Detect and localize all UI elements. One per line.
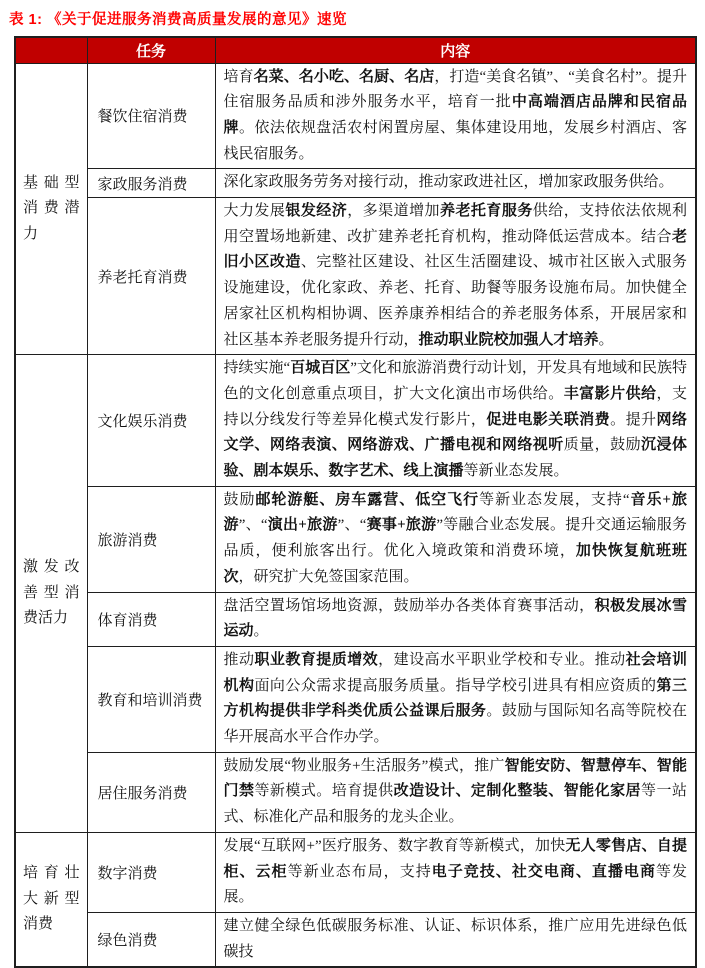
table-row-eldercare-childcare <box>15 198 696 355</box>
content-cell: 盘活空置场馆场地资源，鼓励举办各类体育赛事活动，积极发展冰雪运动。 <box>215 592 696 646</box>
group-cell-improvement-consumption: 激发改善型消费活力 <box>15 355 87 833</box>
table-row-education-training <box>15 646 696 752</box>
content-cell: 大力发展银发经济，多渠道增加养老托育服务供给，支持依法依规利用空置场地新建、改扩建养老托育机构，推动降低运营成本。结合老旧小区改造、完整社区建设、社区生活圈建设、城市社区嵌入式服务设施建设，优化家政、养老、托育、助餐等服务设施布局。加快健全居家社区机构相协调、医养康养相结合的养老服务体系，开展居家和社区基本养老服务提升行动，推动职业院校加强人才培养。 <box>215 198 696 355</box>
task-cell: 教育和培训消费 <box>87 646 215 752</box>
content-cell: 持续实施“百城百区”文化和旅游消费行动计划，开发具有地域和民族特色的文化创意重点项目，扩大文化演出市场供给。丰富影片供给，支持以分线发行等差异化模式发行影片，促进电影关联消费。提升网络文学、网络表演、网络游戏、广播电视和网络视听质量，鼓励沉浸体验、剧本娱乐、数字艺术、线上演播等新业态发展。 <box>215 355 696 487</box>
policy-overview-table <box>14 36 697 968</box>
content-cell: 深化家政服务劳务对接行动，推动家政进社区，增加家政服务供给。 <box>215 169 696 198</box>
table-row-catering-lodging <box>15 63 696 169</box>
table-row-green-consumption <box>15 913 696 968</box>
content-cell: 发展“互联网+”医疗服务、数字教育等新模式，加快无人零售店、自提柜、云柜等新业态布局，支持电子竞技、社交电商、直播电商等发展。 <box>215 832 696 912</box>
group-cell-basic-consumption: 基础型消费潜力 <box>15 63 87 355</box>
content-cell: 培育名菜、名小吃、名厨、名店，打造“美食名镇”、“美食名村”。提升住宿服务品质和涉外服务水平，培育一批中高端酒店品牌和民宿品牌。依法依规盘活农村闲置房屋、集体建设用地，发展乡村酒店、客栈民宿服务。 <box>215 63 696 169</box>
header-group-cell <box>15 37 87 63</box>
table-row-sports <box>15 592 696 646</box>
table-row-tourism <box>15 486 696 592</box>
content-cell: 推动职业教育提质增效，建设高水平职业学校和专业。推动社会培训机构面向公众需求提高服务质量。指导学校引进具有相应资质的第三方机构提供非学科类优质公益课后服务。鼓励与国际知名高等院校在华开展高水平合作办学。 <box>215 646 696 752</box>
task-cell: 绿色消费 <box>87 913 215 968</box>
content-cell: 鼓励发展“物业服务+生活服务”模式，推广智能安防、智慧停车、智能门禁等新模式。培育提供改造设计、定制化整装、智能化家居等一站式、标准化产品和服务的龙头企业。 <box>215 752 696 832</box>
task-cell: 数字消费 <box>87 832 215 912</box>
table-row-culture-entertainment <box>15 355 696 487</box>
group-cell-new-consumption: 培育壮大新型消费 <box>15 832 87 967</box>
table-title: 表 1: 《关于促进服务消费高质量发展的意见》速览 <box>9 12 347 28</box>
table-row-digital-consumption <box>15 832 696 912</box>
task-cell: 文化娱乐消费 <box>87 355 215 487</box>
task-cell: 居住服务消费 <box>87 752 215 832</box>
task-cell: 旅游消费 <box>87 486 215 592</box>
task-cell: 养老托育消费 <box>87 198 215 355</box>
content-cell: 建立健全绿色低碳服务标准、认证、标识体系，推广应用先进绿色低碳技 <box>215 913 696 968</box>
header-row <box>15 37 696 63</box>
header-task-cell: 任务 <box>87 37 215 63</box>
task-cell: 家政服务消费 <box>87 169 215 198</box>
table-row-residential-services <box>15 752 696 832</box>
task-cell: 体育消费 <box>87 592 215 646</box>
table-row-housekeeping <box>15 169 696 198</box>
header-content-cell: 内容 <box>215 37 696 63</box>
content-cell: 鼓励邮轮游艇、房车露营、低空飞行等新业态发展，支持“音乐+旅游”、“演出+旅游”、“赛事+旅游”等融合业态发展。提升交通运输服务品质，便利旅客出行。优化入境政策和消费环境，加快恢复航班班次，研究扩大免签国家范围。 <box>215 486 696 592</box>
task-cell: 餐饮住宿消费 <box>87 63 215 169</box>
